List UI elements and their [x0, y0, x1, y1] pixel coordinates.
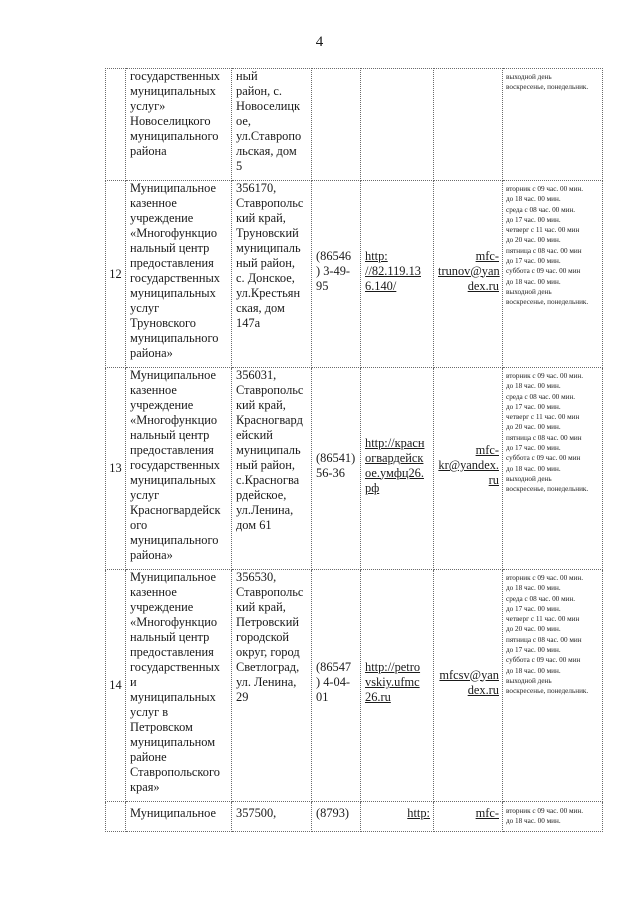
phone: (86541) 56-36	[316, 450, 356, 480]
email-cell	[434, 181, 503, 368]
phone: (8793)	[316, 806, 350, 820]
table-row	[106, 802, 603, 832]
website-cell	[361, 181, 434, 368]
email-cell	[434, 802, 503, 832]
working-hours: выходной день воскресенье, понедельник.	[506, 73, 589, 92]
website-link[interactable]: http://красн огвардейск ое.умфц26. рф	[365, 435, 425, 495]
mfc-registry-table	[105, 68, 603, 832]
row-number-cell	[106, 802, 126, 832]
phone-cell	[312, 181, 361, 368]
email-cell	[434, 69, 503, 181]
email-cell	[434, 368, 503, 570]
working-hours: вторник с 09 час. 00 мин. до 18 час. 00 мин. среда с 08 час. 00 мин. до 17 час. 00 мин. четверг с 11 час. 00 мин до 20 час. 00 мин. пятница с 08 час. 00 мин до 17 час. 00 мин. суббота с 09 час. 00 мин до 18 час. 00 мин. выходной день воскресенье, понедельник.	[506, 185, 589, 307]
address-cell	[232, 69, 312, 181]
address: 356530, Ставропольс кий край, Петровский городской округ, город Светлоград, ул. Ленина, 29	[236, 570, 304, 704]
address: 357500,	[236, 806, 277, 820]
address: 356170, Ставропольс кий край, Труновский муниципаль ный район, с. Донское, ул.Крестьян ская, дом 147а	[236, 181, 304, 330]
email-link[interactable]: mfc-	[475, 806, 499, 820]
organization-name: государственных муниципальных услуг» Новоселицкого муниципального района	[130, 69, 221, 158]
table-row	[106, 69, 603, 181]
organization-name-cell	[126, 368, 232, 570]
website-link[interactable]: http:	[407, 806, 430, 820]
address: 356031, Ставропольс кий край, Красногвард ейский муниципаль ный район, с.Красногва рдейское, ул.Ленина, дом 61	[236, 368, 304, 532]
website-cell	[361, 802, 434, 832]
organization-name: Муниципальное казенное учреждение «Многофункцио нальный центр предоставления государственных муниципальных услуг Труновского муниципального района»	[130, 181, 221, 360]
email-link[interactable]: mfc- trunov@yan dex.ru	[438, 248, 500, 293]
page-number: 4	[315, 34, 324, 50]
row-number-cell: 12	[106, 181, 126, 368]
organization-name-cell	[126, 69, 232, 181]
working-hours-cell	[503, 368, 603, 570]
address-cell	[232, 802, 312, 832]
working-hours-cell	[503, 570, 603, 802]
table-row	[106, 570, 603, 802]
working-hours: вторник с 09 час. 00 мин. до 18 час. 00 мин. среда с 08 час. 00 мин. до 17 час. 00 мин. четверг с 11 час. 00 мин до 20 час. 00 мин. пятница с 08 час. 00 мин до 17 час. 00 мин. суббота с 09 час. 00 мин до 18 час. 00 мин. выходной день воскресенье, понедельник.	[506, 574, 589, 696]
address-cell	[232, 368, 312, 570]
working-hours-cell	[503, 802, 603, 832]
table-row	[106, 181, 603, 368]
website-link[interactable]: http: //82.119.13 6.140/	[365, 248, 421, 293]
phone-cell	[312, 570, 361, 802]
working-hours-cell	[503, 181, 603, 368]
email-link[interactable]: mfcsv@yan dex.ru	[439, 667, 499, 697]
email-cell	[434, 570, 503, 802]
organization-name: Муниципальное	[130, 806, 216, 820]
table-row	[106, 368, 603, 570]
row-number-cell	[106, 69, 126, 181]
organization-name-cell	[126, 570, 232, 802]
email-link[interactable]: mfc- kr@yandex. ru	[438, 443, 499, 487]
address-cell	[232, 181, 312, 368]
working-hours: вторник с 09 час. 00 мин. до 18 час. 00 мин.	[506, 807, 584, 826]
working-hours: вторник с 09 час. 00 мин. до 18 час. 00 мин. среда с 08 час. 00 мин. до 17 час. 00 мин. четверг с 11 час. 00 мин до 20 час. 00 мин. пятница с 08 час. 00 мин до 17 час. 00 мин. суббота с 09 час. 00 мин до 18 час. 00 мин. выходной день воскресенье, понедельник.	[506, 372, 589, 494]
working-hours-cell	[503, 69, 603, 181]
website-link[interactable]: http://petro vskiy.ufmc 26.ru	[365, 660, 421, 704]
website-cell	[361, 570, 434, 802]
website-cell	[361, 69, 434, 181]
phone: (86547 ) 4-04- 01	[316, 660, 352, 704]
address-cell	[232, 570, 312, 802]
organization-name: Муниципальное казенное учреждение «Многофункцио нальный центр предоставления государственных муниципальных услуг Красногвардейск ого муниципального района»	[130, 368, 221, 562]
organization-name: Муниципальное казенное учреждение «Многофункцио нальный центр предоставления государственных и муниципальных услуг в Петровском муниципальном районе Ставропольского края»	[130, 570, 221, 794]
address: ный район, с. Новоселицк ое, ул.Ставропо льская, дом 5	[236, 69, 302, 173]
organization-name-cell	[126, 802, 232, 832]
phone: (86546 ) 3-49- 95	[316, 248, 352, 293]
phone-cell	[312, 368, 361, 570]
phone-cell	[312, 69, 361, 181]
website-cell	[361, 368, 434, 570]
organization-name-cell	[126, 181, 232, 368]
phone-cell	[312, 802, 361, 832]
row-number-cell: 14	[106, 570, 126, 802]
row-number-cell: 13	[106, 368, 126, 570]
